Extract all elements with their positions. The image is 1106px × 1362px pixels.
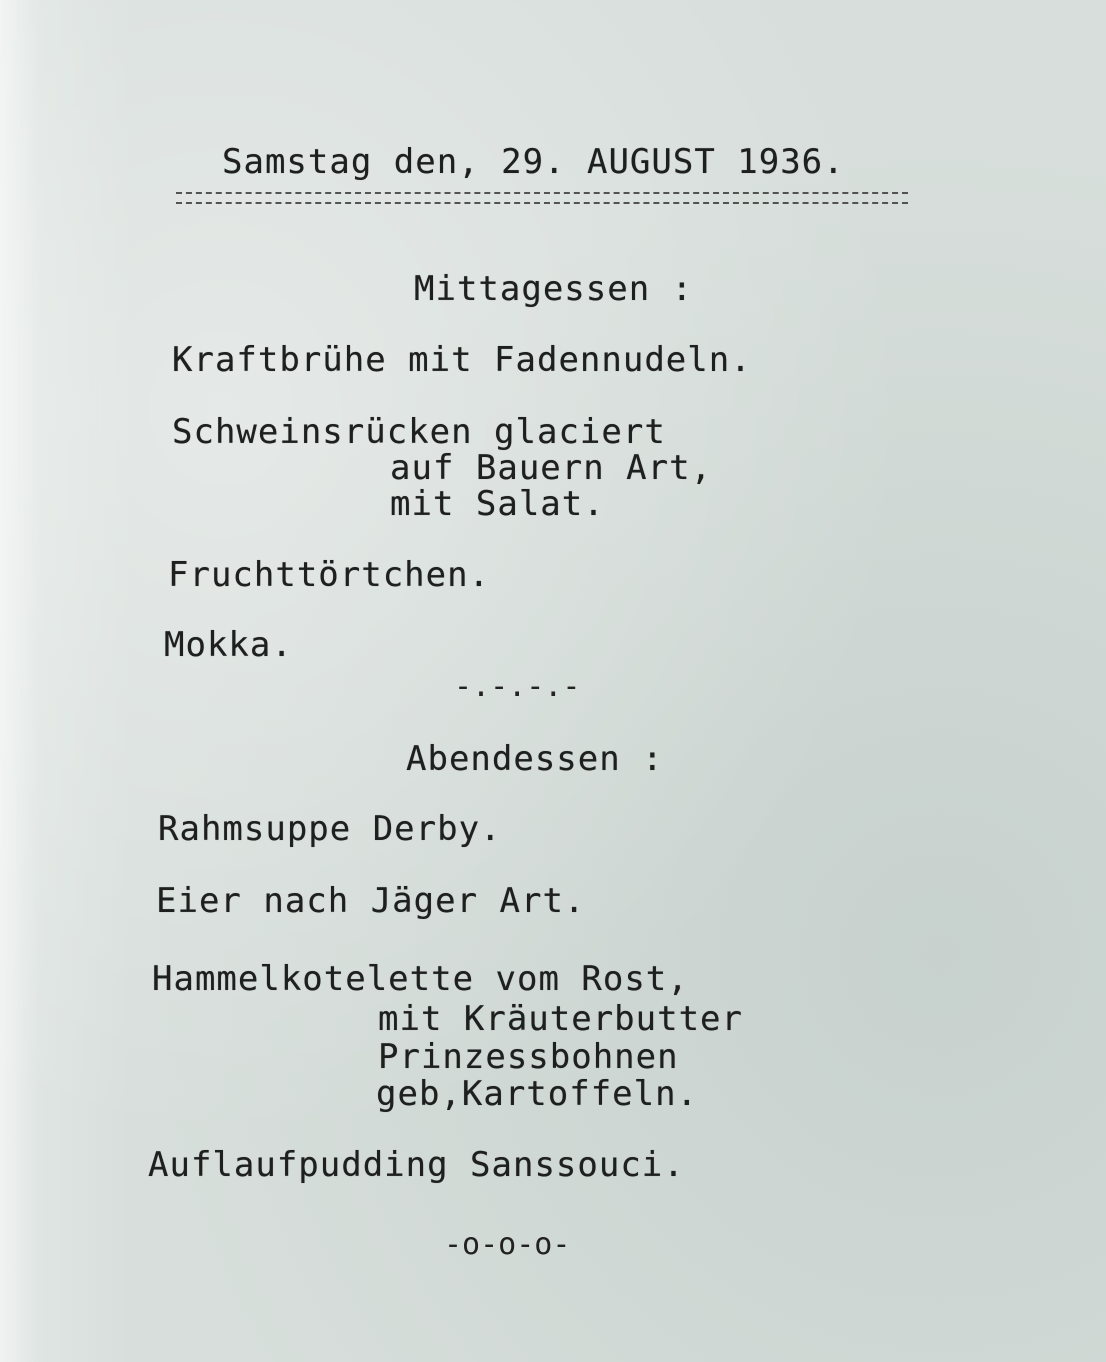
dinner-item-main-line-3: Prinzessbohnen xyxy=(378,1037,679,1077)
lunch-item-coffee: Mokka. xyxy=(164,625,293,665)
lunch-item-soup: Kraftbrühe mit Fadennudeln. xyxy=(172,340,752,380)
lunch-title: Mittagessen : xyxy=(414,269,694,309)
dinner-item-soup: Rahmsuppe Derby. xyxy=(158,809,502,849)
dinner-item-eggs: Eier nach Jäger Art. xyxy=(156,881,586,921)
dinner-item-dessert: Auflaufpudding Sanssouci. xyxy=(148,1145,685,1185)
lunch-item-main-line-2: auf Bauern Art, xyxy=(390,448,713,488)
end-mark: -o-o-o- xyxy=(444,1227,571,1262)
dinner-title: Abendessen : xyxy=(406,739,664,779)
dinner-item-main: Hammelkotelette vom Rost, xyxy=(152,959,689,999)
section-separator: -.-.-.- xyxy=(454,669,581,704)
lunch-item-main-line-3: mit Salat. xyxy=(390,484,605,524)
page-edge-highlight xyxy=(0,0,40,1362)
menu-date-heading: Samstag den, 29. AUGUST 1936. xyxy=(222,142,845,182)
lunch-item-dessert: Fruchttörtchen. xyxy=(168,555,491,595)
lunch-item-main: Schweinsrücken glaciert xyxy=(172,412,666,452)
dinner-item-main-line-2: mit Kräuterbutter xyxy=(378,999,743,1039)
dinner-item-main-line-4: geb,Kartoffeln. xyxy=(376,1074,699,1114)
double-dash-underline xyxy=(176,192,908,204)
